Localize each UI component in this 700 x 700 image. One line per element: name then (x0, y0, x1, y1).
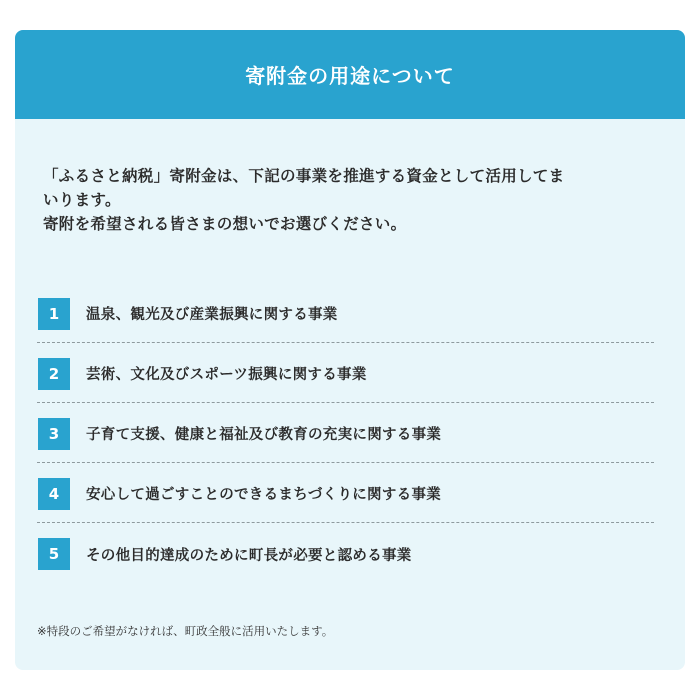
intro-line-1: 「ふるさと納税」寄附金は、下記の事業を推進する資金として活用してま (43, 167, 565, 185)
card-header (15, 30, 685, 119)
list-item-2 (37, 345, 654, 403)
intro-line-3: 寄附を希望される皆さまの想いでお選びください。 (43, 215, 407, 233)
footnote: ※特段のご希望がなければ、町政全般に活用いたします。 (37, 624, 334, 638)
intro-line-2: いります。 (43, 191, 121, 209)
usage-card (15, 30, 685, 670)
item-number-badge: 2 (38, 358, 70, 390)
item-text: 温泉、観光及び産業振興に関する事業 (86, 307, 338, 323)
usage-list (37, 285, 654, 585)
card-title: 寄附金の用途について (245, 64, 455, 88)
list-item-3 (37, 405, 654, 463)
item-number-badge: 3 (38, 418, 70, 450)
item-number-badge: 4 (38, 478, 70, 510)
item-text: 安心して過ごすことのできるまちづくりに関する事業 (86, 487, 442, 503)
intro-text (43, 164, 663, 236)
item-text: 子育て支援、健康と福祉及び教育の充実に関する事業 (86, 427, 442, 443)
item-number-badge: 1 (38, 298, 70, 330)
item-text: その他目的達成のために町長が必要と認める事業 (86, 547, 412, 564)
item-number-badge: 5 (38, 538, 70, 570)
list-item-5 (37, 525, 654, 583)
item-text: 芸術、文化及びスポーツ振興に関する事業 (86, 367, 367, 383)
list-item-1 (37, 285, 654, 343)
list-item-4 (37, 465, 654, 523)
